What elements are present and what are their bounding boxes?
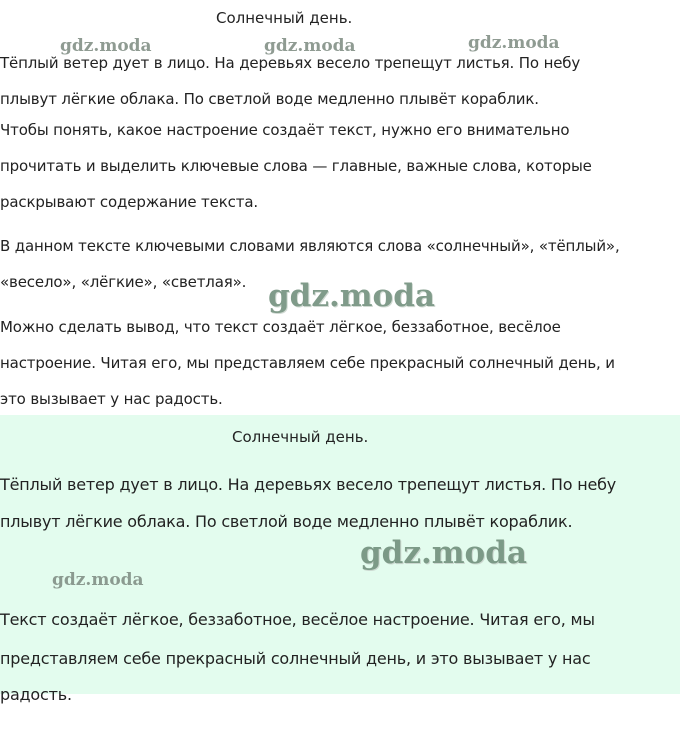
watermark: gdz.moda bbox=[468, 33, 560, 53]
exercise-text-line: Чтобы понять, какое настроение создаёт текст, нужно его внимательно bbox=[0, 121, 570, 139]
exercise-text-line: Можно сделать вывод, что текст создаёт лёгкое, беззаботное, весёлое bbox=[0, 318, 561, 336]
exercise-text-line: «весело», «лёгкие», «светлая». bbox=[0, 273, 247, 291]
exercise-text-line: Тёплый ветер дует в лицо. На деревьях весело трепещут листья. По небу bbox=[0, 54, 581, 72]
solution-text-line: представляем себе прекрасный солнечный день, и это вызывает у нас bbox=[0, 649, 591, 668]
exercise-text-line: это вызывает у нас радость. bbox=[0, 390, 223, 408]
watermark: gdz.moda bbox=[52, 570, 144, 590]
watermark: gdz.moda bbox=[268, 278, 435, 314]
solution-title: Солнечный день. bbox=[232, 428, 369, 446]
exercise-text-line: прочитать и выделить ключевые слова — главные, важные слова, которые bbox=[0, 157, 592, 175]
solution-text-line: Тёплый ветер дует в лицо. На деревьях весело трепещут листья. По небу bbox=[0, 475, 617, 494]
exercise-text-line: В данном тексте ключевыми словами являются слова «солнечный», «тёплый», bbox=[0, 237, 620, 255]
watermark: gdz.moda bbox=[60, 36, 152, 56]
exercise-text-line: раскрывают содержание текста. bbox=[0, 193, 258, 211]
exercise-text-line: настроение. Читая его, мы представляем себе прекрасный солнечный день, и bbox=[0, 354, 615, 372]
solution-section bbox=[0, 415, 680, 704]
solution-text-line: Текст создаёт лёгкое, беззаботное, весёлое настроение. Читая его, мы bbox=[0, 610, 595, 629]
solution-text-line: радость. bbox=[0, 685, 72, 704]
solution-text-line: плывут лёгкие облака. По светлой воде медленно плывёт кораблик. bbox=[0, 512, 573, 531]
exercise-text-line: плывут лёгкие облака. По светлой воде медленно плывёт кораблик. bbox=[0, 90, 539, 108]
exercise-title: Солнечный день. bbox=[216, 9, 353, 27]
watermark: gdz.moda bbox=[264, 36, 356, 56]
watermark: gdz.moda bbox=[360, 535, 527, 571]
